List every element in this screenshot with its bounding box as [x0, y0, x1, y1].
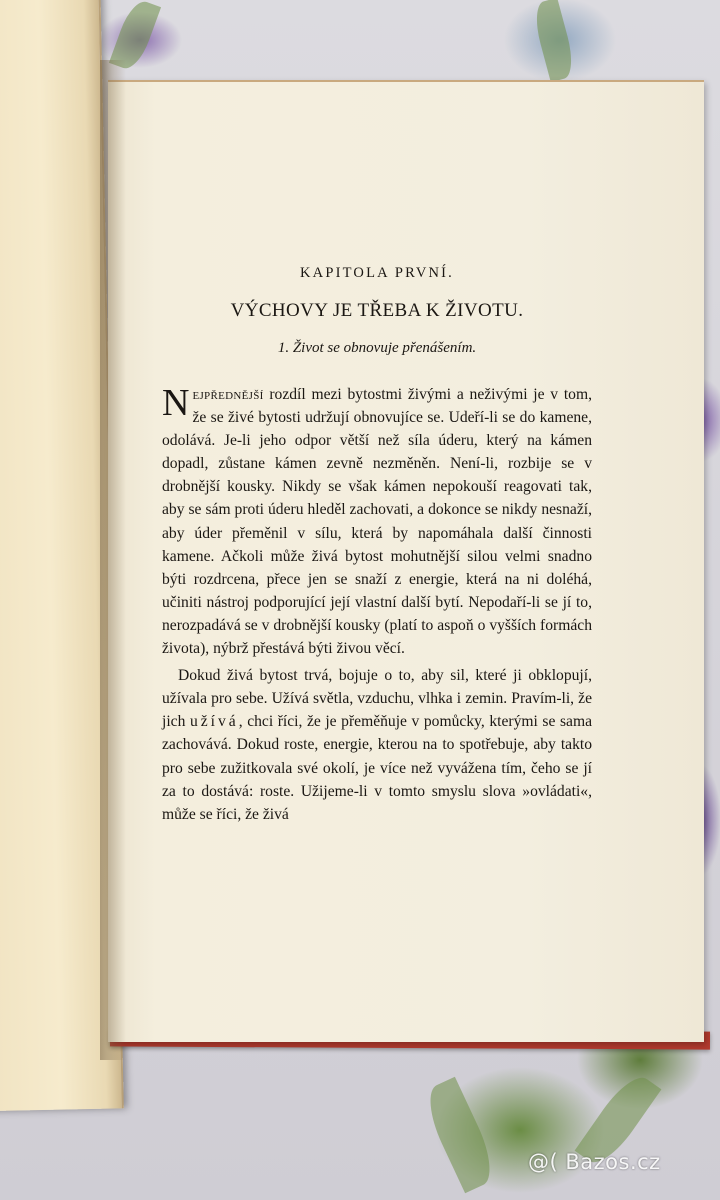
page-text — [162, 265, 592, 826]
quoted-term: »ovládati« — [522, 782, 589, 800]
section-title: 1. Život se obnovuje přenášením. — [277, 340, 477, 356]
drop-cap: N — [162, 382, 190, 424]
spaced-emphasis: užívá — [189, 713, 239, 731]
paragraph-2-text-after: , může se říci, že živá — [162, 782, 592, 823]
paragraph-1 — [162, 383, 592, 660]
paragraph-2-text-before: Dokud živá bytost trvá, bojuje o to, aby sil, které ji obklopují, užívala pro sebe. Užívá světla, vzduchu, vlhka i zemin. Pravím-li, že jich — [162, 667, 592, 731]
opening-small-caps: ejpřednější — [192, 386, 264, 403]
paragraph-2-text-middle: , chci říci, že je přeměňuje v pomůcky, kterými se sama zachovává. Dokud roste, energie, kterou na to spotřebuje, aby takto pro sebe zužitkovala své okolí, je více než vyvážena tím, čeho se jí za to dostává: roste. Užijeme-li v tomto smyslu slova — [162, 713, 592, 800]
paragraph-2 — [162, 664, 592, 826]
spine-shadow — [100, 60, 126, 1060]
tablecloth-leaf — [419, 1077, 502, 1194]
chapter-title: VÝCHOVY JE TŘEBA K ŽIVOTU. — [230, 300, 524, 321]
site-watermark: @( Bazos.cz — [528, 1150, 661, 1174]
chapter-label: KAPITOLA PRVNÍ. — [299, 265, 455, 281]
tablecloth-leaf — [530, 0, 578, 82]
paragraph-1-text: rozdíl mezi bytostmi živými a neživými je v tom, že se živé bytosti udržují obnovujíce se. Udeří-li se do kamene, odolává. Je-li jeho odpor větší než síla úderu, který na kámen dopadl, zůstane kámen zevně nezměněn. Není-li, rozbije se v drobnější kousky. Nikdy se však kámen nepokouší reagovati tak, aby se sám proti úderu hleděl zachovati, a dokonce se nikdy nesnaží, aby úder přeměnil v sílu, která by napomáhala další činnosti kamene. Ačkoli může živá bytost mohutnější silou velmi snadno býti rozdrcena, přece jen se snaží z energie, která na ni doléhá, učiniti nástroj podporující její vlastní další bytí. Nepodaří-li se jí to, nerozpadává se v drobnější kousky (platí to aspoň o vyšších formách života), nýbrž přestává býti živou věcí. — [162, 386, 592, 658]
